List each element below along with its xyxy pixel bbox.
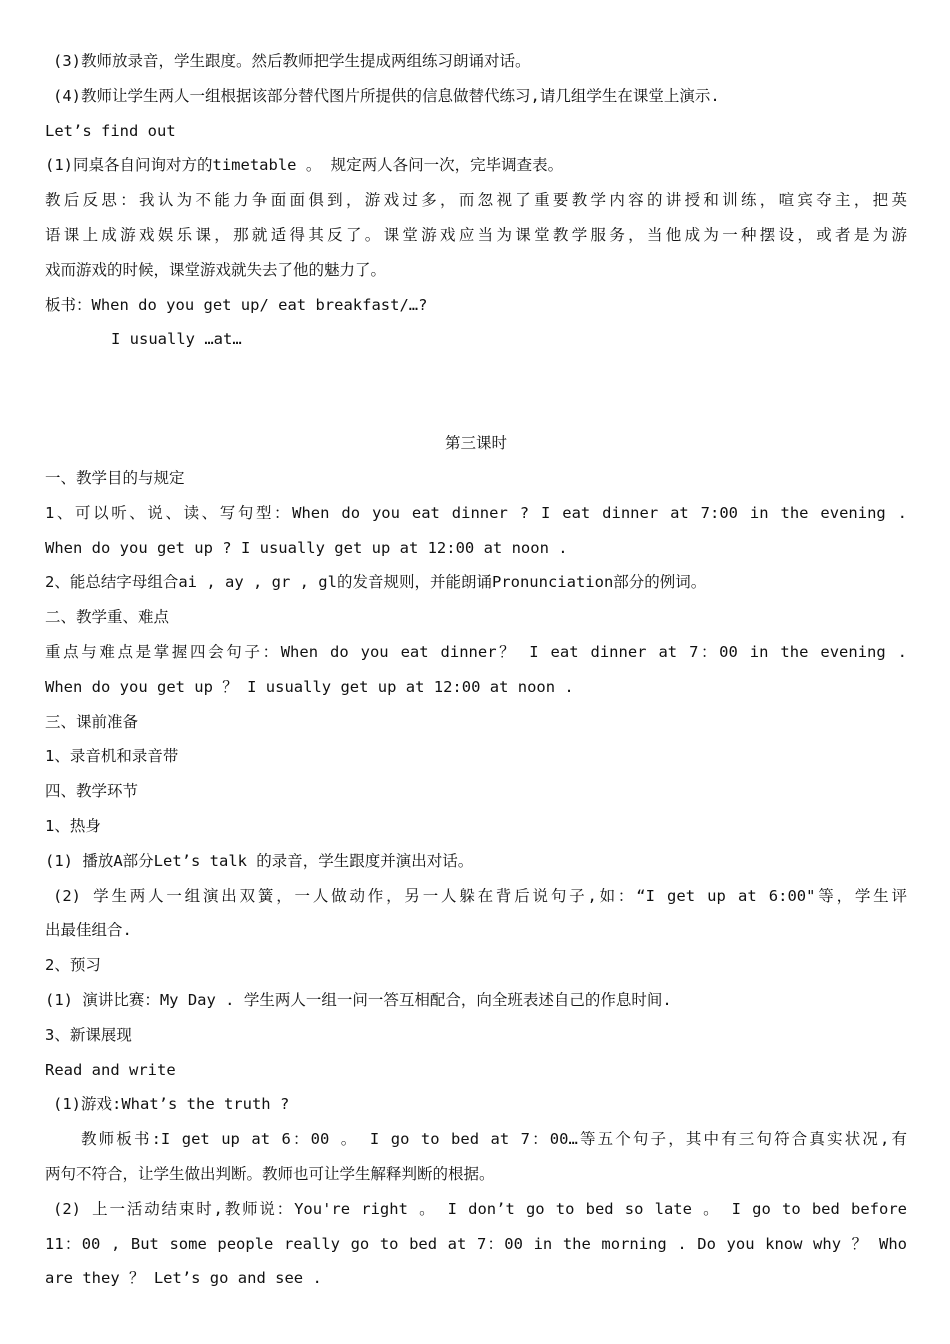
text-line: (1) 播放A部分Let’s talk 的录音，学生跟度并演出对话。 [45,851,474,870]
text-line: (4)教师让学生两人一组根据该部分替代图片所提供的信息做替代练习,请几组学生在课堂上演示. [53,86,720,105]
text-line: 板书：When do you get up/ eat breakfast/…? [45,295,428,314]
text-line: When do you get up ? I usually get up at 12:00 at noon . [45,538,568,557]
document-page [45,44,907,1296]
text-line: 11：00 , But some people really go to bed at 7：00 in the morning . Do you know why ？ Who [45,1234,907,1253]
section-title: 第三课时 [444,434,507,453]
text-line: 教后反思：我认为不能力争面面俱到，游戏过多，而忽视了重要教学内容的讲授和训练，喧宾夺主，把英 [45,191,907,210]
heading: 一、教学目的与规定 [45,468,185,487]
text-line: 2、能总结字母组合ai , ay , gr , gl的发音规则，并能朗诵Pronunciation部分的例词。 [45,573,707,592]
subheading: 1、热身 [45,816,101,835]
heading: 三、课前准备 [45,712,139,731]
text-line: 1、可以听、说、读、写句型：When do you eat dinner ? I eat dinner at 7:00 in the evening . [45,503,907,522]
text-line: (1)同桌各自问询对方的timetable 。 规定两人各问一次，完毕调查表。 [45,156,564,175]
subheading: 2、预习 [45,956,101,975]
text-line: I usually …at… [111,330,242,349]
text-line: 两句不符合，让学生做出判断。教师也可让学生解释判断的根据。 [45,1164,495,1183]
text-line: (2) 学生两人一组演出双簧，一人做动作，另一人躲在背后说句子,如：“I get up at 6:00"等，学生评 [53,886,907,905]
text-line: are they ？ Let’s go and see . [45,1269,322,1288]
text-line: 教师板书:I get up at 6：00 。 I go to bed at 7：00…等五个句子，其中有三句符合真实状况,有 [81,1130,907,1149]
subheading: 3、新课展现 [45,1025,132,1044]
text-line: 重点与难点是掌握四会句子：When do you eat dinner？ I eat dinner at 7：00 in the evening . [45,642,907,661]
text-line: (1)游戏:What’s the truth ? [53,1095,290,1114]
text-line: 戏而游戏的时候，课堂游戏就失去了他的魅力了。 [45,260,387,279]
text-line: 语课上成游戏娱乐课，那就适得其反了。课堂游戏应当为课堂教学服务，当他成为一种摆设，或者是为游 [45,225,907,244]
text-line: When do you get up ？ I usually get up at 12:00 at noon . [45,677,574,696]
text-line: 出最佳组合. [45,921,132,940]
spacer [45,357,907,426]
heading: 四、教学环节 [45,782,139,801]
text-line: 1、录音机和录音带 [45,747,179,766]
text-line: (3)教师放录音，学生跟度。然后教师把学生提成两组练习朗诵对话。 [53,52,531,70]
text-line: Read and write [45,1060,176,1079]
heading: 二、教学重、难点 [45,608,170,627]
text-line: Let’s find out [45,121,176,140]
text-line: (1) 演讲比赛：My Day . 学生两人一组一问一答互相配合，向全班表述自己的作息时间. [45,990,672,1009]
text-line: (2) 上一活动结束时,教师说：You're right 。 I don’t go to bed so late 。 I go to bed before [53,1199,907,1218]
